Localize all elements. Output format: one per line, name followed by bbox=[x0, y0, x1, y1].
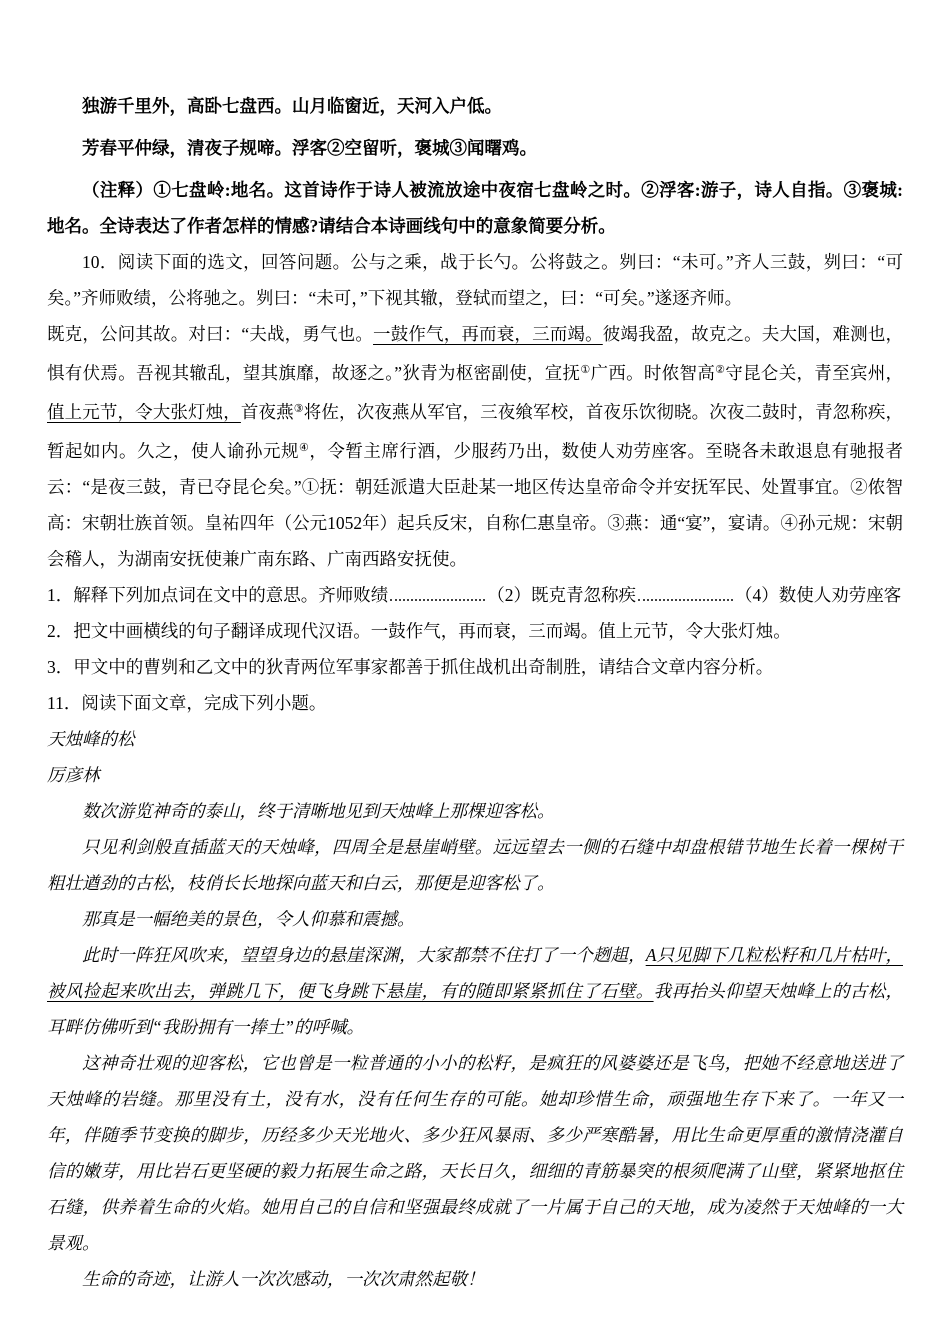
essay-paragraph-4 bbox=[47, 937, 903, 1045]
passage-segment: 广西。时侬智高 bbox=[590, 363, 716, 383]
superscript-ref: ① bbox=[580, 364, 591, 376]
question-1 bbox=[47, 577, 903, 613]
answer-blank bbox=[638, 584, 733, 601]
essay-author: 厉彦林 bbox=[47, 765, 100, 785]
underlined-sentence: 一鼓作气，再而衰，三而竭。 bbox=[373, 324, 603, 344]
passage-segment: 守昆仑关，青至宾州， bbox=[725, 363, 904, 383]
passage-segment: ，令暂主席行酒，少服药乃出，数使人劝劳座客。至晓各未敢退息有驰报者云：“是夜三鼓，青已夺昆仑矣。”①抚：朝廷派遣大臣赴某一地区传达皇帝命令并安抚军民、处置事宜。②侬智高：宋朝壮族首领。皇祐四年（公元1052年）起兵反宋，自称仁惠皇帝。③燕：通“宴”，宴请。④孙元规：宋朝会稽人，为湖南安抚使兼广南东路、广南西路安抚使。 bbox=[47, 441, 904, 569]
superscript-ref: ④ bbox=[299, 442, 310, 454]
essay-segment: 我再抬头仰望天烛峰上的古松，耳畔仿佛听到“我盼拥有一捧土”的呼喊。 bbox=[47, 981, 904, 1037]
poem-line-1: 独游千里外，高卧七盘西。山月临窗近，天河入户低。 bbox=[82, 96, 502, 116]
answer-blank bbox=[390, 584, 485, 601]
essay-paragraph-2: 只见利剑般直插蓝天的天烛峰，四周全是悬崖峭壁。远远望去一侧的石缝中却盘根错节地生长着一棵树干粗壮遒劲的古松，枝俏长长地探向蓝天和白云，那便是迎客松了。 bbox=[47, 837, 903, 893]
essay-paragraph-5: 这神奇壮观的迎客松，它也曾是一粒普通的小小的松籽，是疯狂的风婆婆还是飞鸟，把她不经意地送进了天烛峰的岩缝。那里没有土，没有水，没有任何生存的可能。她却珍惜生命，顽强地生存下来了。一年又一年，伴随季节变换的脚步，历经多少天光地火、多少狂风暴雨、多少严寒酷暑，用比生命更厚重的激情浇灌自信的嫩芽，用比岩石更坚硬的毅力拓展生命之路，天长日久，细细的青筋暴突的根须爬满了山壁，紧紧地抠住石缝，供养着生命的火焰。她用自己的自信和坚强最终成就了一片属于自己的天地，成为凌然于天烛峰的一大景观。 bbox=[47, 1053, 903, 1253]
question-1-text: （4）数使人劝劳座客 bbox=[735, 585, 902, 605]
essay-paragraph-1: 数次游览神奇的泰山，终于清晰地见到天烛峰上那棵迎客松。 bbox=[82, 801, 555, 821]
poem-line-2: 芳春平仲绿，清夜子规啼。浮客②空留听，褒城③闻曙鸡。 bbox=[82, 138, 537, 158]
question-1-text: （2）既克青忽称疾 bbox=[487, 585, 636, 605]
underlined-sentence-a: A只见脚下几粒松籽和几片枯叶，被风捡起来吹出去，弹跳几下，便飞身跳下悬崖，有的随即紧紧抓住了石壁。 bbox=[47, 945, 903, 1001]
superscript-ref: ③ bbox=[293, 403, 304, 415]
essay-paragraph-6: 生命的奇迹，让游人一次次感动，一次次肃然起敬！ bbox=[82, 1269, 485, 1289]
essay-title: 天烛峰的松 bbox=[47, 729, 135, 749]
question-3: 3．甲文中的曹刿和乙文中的狄青两位军事家都善于抓住战机出奇制胜，请结合文章内容分析。 bbox=[47, 657, 774, 677]
question-10-passage bbox=[47, 316, 903, 577]
underlined-sentence: 值上元节，令大张灯烛， bbox=[47, 402, 241, 422]
question-10-intro: 10．阅读下面的选文，回答问题。公与之乘，战于长勺。公将鼓之。刿曰：“未可。”齐人三鼓，刿曰：“可矣。”齐师败绩，公将驰之。刿曰：“未可，”下视其辙，登轼而望之，曰：“可矣。”遂逐齐师。 bbox=[47, 252, 903, 308]
question-1-text: 1．解释下列加点词在文中的意思。齐师败绩 bbox=[47, 585, 389, 605]
passage-segment: 彼竭我盈，故克之。夫大国，难测也，惧有伏焉。吾视其辙乱，望其旗靡，故逐之。”狄青为枢密副使，宣抚 bbox=[47, 324, 904, 383]
essay-paragraph-3: 那真是一幅绝美的景色，令人仰慕和震撼。 bbox=[82, 909, 415, 929]
question-11-intro: 11．阅读下面文章，完成下列小题。 bbox=[47, 693, 327, 713]
essay-tianzhufeng-pine bbox=[47, 721, 903, 1297]
poem-notes-and-question: （注释）①七盘岭:地名。这首诗作于诗人被流放途中夜宿七盘岭之时。②浮客:游子，诗人自指。③褒城:地名。全诗表达了作者怎样的情感?请结合本诗画线句中的意象简要分析。 bbox=[47, 180, 903, 236]
superscript-ref: ② bbox=[715, 364, 726, 376]
essay-segment: 此时一阵狂风吹来，望望身边的悬崖深渊，大家都禁不住打了一个趔趄， bbox=[82, 945, 646, 965]
passage-segment: 将佐，次夜燕从军官，三夜飨军校，首夜乐饮彻晓。次夜二鼓时，青忽称疾，暂起如内。久之，使人谕孙元规 bbox=[47, 402, 904, 461]
question-2: 2．把文中画横线的句子翻译成现代汉语。一鼓作气，再而衰，三而竭。值上元节，令大张灯烛。 bbox=[47, 621, 791, 641]
passage-segment: 首夜燕 bbox=[240, 402, 294, 422]
passage-segment: 既克，公问其故。对曰：“夫战，勇气也。 bbox=[47, 324, 374, 344]
